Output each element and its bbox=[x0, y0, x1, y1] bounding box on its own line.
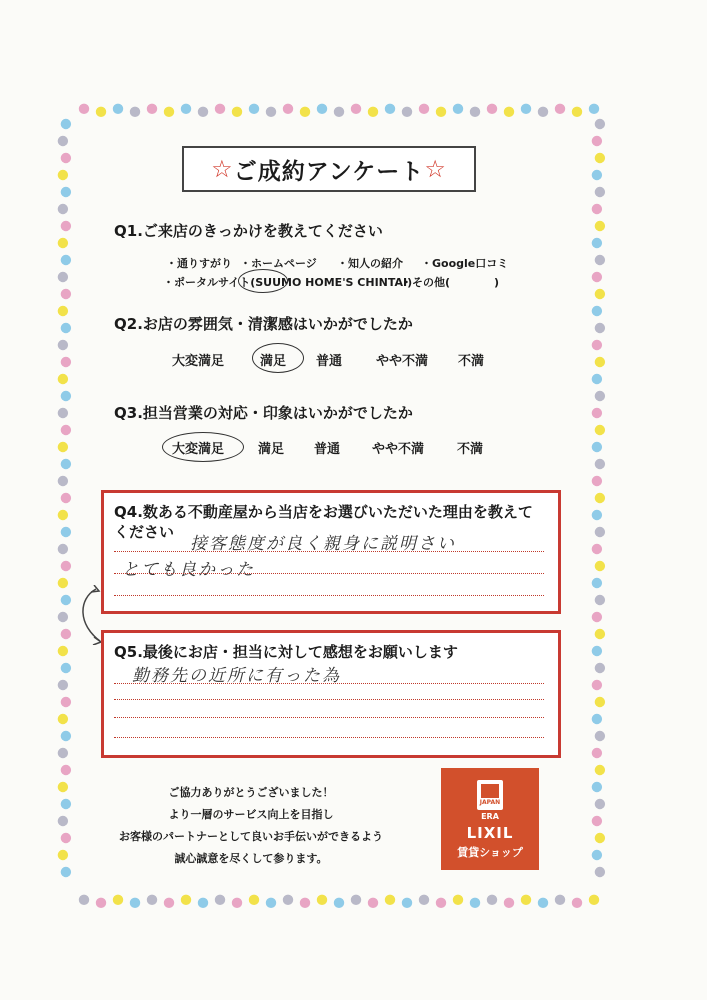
border-dot bbox=[592, 272, 602, 282]
footer-message bbox=[96, 782, 406, 870]
border-dot bbox=[113, 895, 123, 905]
border-dot bbox=[164, 898, 174, 908]
border-dot bbox=[61, 323, 71, 333]
border-dot bbox=[96, 107, 106, 117]
era-emblem-icon: JAPAN bbox=[477, 780, 503, 810]
border-dot bbox=[283, 104, 293, 114]
border-dot bbox=[61, 731, 71, 741]
border-dot bbox=[58, 476, 68, 486]
border-dot bbox=[402, 898, 412, 908]
border-dot bbox=[58, 306, 68, 316]
border-dot bbox=[368, 898, 378, 908]
q4-question-line2: ください bbox=[114, 523, 175, 541]
border-dot bbox=[113, 104, 123, 114]
border-dot bbox=[592, 170, 602, 180]
border-dot bbox=[215, 104, 225, 114]
border-dot bbox=[232, 898, 242, 908]
border-dot bbox=[334, 898, 344, 908]
border-dot bbox=[58, 748, 68, 758]
border-dot bbox=[79, 895, 89, 905]
border-dot bbox=[58, 544, 68, 554]
border-dot bbox=[249, 104, 259, 114]
border-dot bbox=[61, 493, 71, 503]
border-dot bbox=[61, 697, 71, 707]
border-dot bbox=[61, 799, 71, 809]
border-dot bbox=[61, 357, 71, 367]
border-dot bbox=[595, 187, 605, 197]
border-dot bbox=[595, 153, 605, 163]
border-dot bbox=[58, 510, 68, 520]
border-dot bbox=[592, 544, 602, 554]
border-dot bbox=[164, 107, 174, 117]
border-dot bbox=[351, 104, 361, 114]
q3-choice-slightly-unsatisfied[interactable]: やや不満 bbox=[372, 442, 425, 457]
border-dot bbox=[300, 107, 310, 117]
border-dot bbox=[419, 895, 429, 905]
q1-option-referral[interactable]: ・知人の紹介 bbox=[337, 257, 403, 270]
border-dot bbox=[61, 663, 71, 673]
star-left-icon: ☆ bbox=[211, 155, 234, 183]
border-dot bbox=[61, 391, 71, 401]
border-dot bbox=[61, 833, 71, 843]
q5-question: Q5.最後にお店・担当に対して感想をお願いします bbox=[114, 643, 458, 661]
border-dot bbox=[595, 867, 605, 877]
border-dot bbox=[58, 170, 68, 180]
footer-line2: より一層のサービス向上を目指し bbox=[168, 808, 334, 821]
border-dot bbox=[58, 612, 68, 622]
lixil-logo bbox=[441, 768, 539, 870]
border-dot bbox=[266, 107, 276, 117]
border-dot bbox=[592, 408, 602, 418]
border-dot bbox=[592, 850, 602, 860]
border-dot bbox=[595, 221, 605, 231]
border-dot bbox=[147, 895, 157, 905]
q4-box bbox=[101, 490, 561, 614]
q5-line-2 bbox=[114, 699, 544, 700]
border-dot bbox=[595, 391, 605, 401]
border-dot bbox=[521, 895, 531, 905]
border-dot bbox=[300, 898, 310, 908]
border-dot bbox=[592, 646, 602, 656]
border-dot bbox=[595, 731, 605, 741]
q3-circle-mark bbox=[162, 432, 244, 462]
border-dot bbox=[589, 104, 599, 114]
border-dot bbox=[470, 898, 480, 908]
q3-choice-very-satisfied[interactable]: 大変満足 bbox=[172, 442, 225, 457]
border-dot bbox=[595, 289, 605, 299]
border-dot bbox=[61, 153, 71, 163]
q4-line-1 bbox=[114, 551, 544, 552]
border-dot bbox=[61, 629, 71, 639]
q4-answer-line1[interactable]: 接客態度が良く親身に説明さい bbox=[190, 534, 456, 554]
q5-line-4 bbox=[114, 737, 544, 738]
q2-question: Q2.お店の雰囲気・清潔感はいかがでしたか bbox=[114, 315, 413, 333]
q2-choice-slightly-unsatisfied[interactable]: やや不満 bbox=[376, 354, 429, 369]
border-dot bbox=[589, 895, 599, 905]
border-dot bbox=[317, 895, 327, 905]
border-dot bbox=[61, 289, 71, 299]
q2-circle-mark bbox=[252, 343, 304, 373]
q3-choice-unsatisfied[interactable]: 不満 bbox=[457, 442, 484, 457]
q2-choice-neutral[interactable]: 普通 bbox=[316, 354, 343, 369]
border-dot bbox=[521, 104, 531, 114]
q5-box bbox=[101, 630, 561, 758]
q1-suumo-circle bbox=[238, 269, 288, 293]
border-dot bbox=[595, 765, 605, 775]
border-dot bbox=[58, 204, 68, 214]
border-dot bbox=[595, 493, 605, 503]
footer-line1: ご協力ありがとうございました！ bbox=[168, 786, 334, 799]
border-dot bbox=[147, 104, 157, 114]
border-dot bbox=[181, 104, 191, 114]
border-dot bbox=[232, 107, 242, 117]
border-dot bbox=[555, 104, 565, 114]
border-dot bbox=[61, 425, 71, 435]
border-dot bbox=[538, 107, 548, 117]
title-banner bbox=[182, 146, 476, 192]
border-dot bbox=[470, 107, 480, 117]
border-dot bbox=[592, 816, 602, 826]
border-dot bbox=[592, 340, 602, 350]
border-dot bbox=[61, 255, 71, 265]
border-dot bbox=[61, 765, 71, 775]
border-dot bbox=[79, 104, 89, 114]
q3-question: Q3.担当営業の対応・印象はいかがでしたか bbox=[114, 404, 413, 422]
border-dot bbox=[595, 255, 605, 265]
border-dot bbox=[61, 221, 71, 231]
border-dot bbox=[487, 895, 497, 905]
border-dot bbox=[181, 895, 191, 905]
border-dot bbox=[592, 782, 602, 792]
border-dot bbox=[61, 867, 71, 877]
q1-option-other[interactable]: ・その他( ) bbox=[401, 276, 500, 289]
q2-choice-very-satisfied[interactable]: 大変満足 bbox=[172, 354, 225, 369]
border-dot bbox=[58, 714, 68, 724]
border-dot bbox=[595, 799, 605, 809]
border-dot bbox=[595, 425, 605, 435]
border-dot bbox=[58, 442, 68, 452]
q5-line-3 bbox=[114, 717, 544, 718]
border-dot bbox=[504, 107, 514, 117]
q3-choice-satisfied[interactable]: 満足 bbox=[258, 442, 285, 457]
border-dot bbox=[58, 816, 68, 826]
q4-question-line1: Q4.数ある不動産屋から当店をお選びいただいた理由を教えて bbox=[114, 503, 533, 521]
footer-line3: お客様のパートナーとして良いお手伝いができるよう bbox=[119, 830, 383, 843]
logo-brand: LIXIL bbox=[466, 824, 514, 842]
border-dot bbox=[592, 476, 602, 486]
border-dot bbox=[592, 510, 602, 520]
border-dot bbox=[351, 895, 361, 905]
border-dot bbox=[61, 561, 71, 571]
logo-sub: 賃貸ショップ bbox=[457, 846, 523, 859]
border-dot bbox=[249, 895, 259, 905]
border-dot bbox=[487, 104, 497, 114]
border-dot bbox=[595, 663, 605, 673]
border-dot bbox=[592, 442, 602, 452]
border-dot bbox=[58, 646, 68, 656]
border-dot bbox=[283, 895, 293, 905]
q1-option-passing[interactable]: ・通りすがり bbox=[166, 257, 232, 270]
border-dot bbox=[334, 107, 344, 117]
border-dot bbox=[385, 104, 395, 114]
q1-question: Q1.ご来店のきっかけを教えてください bbox=[114, 222, 383, 240]
border-dot bbox=[592, 136, 602, 146]
border-dot bbox=[419, 104, 429, 114]
border-dot bbox=[595, 629, 605, 639]
border-dot bbox=[453, 104, 463, 114]
border-dot bbox=[58, 782, 68, 792]
border-dot bbox=[402, 107, 412, 117]
border-dot bbox=[453, 895, 463, 905]
border-dot bbox=[595, 697, 605, 707]
border-dot bbox=[592, 238, 602, 248]
page-title: ご成約アンケート bbox=[233, 158, 425, 185]
border-dot bbox=[538, 898, 548, 908]
border-dot bbox=[595, 527, 605, 537]
border-dot bbox=[61, 119, 71, 129]
border-dot bbox=[504, 898, 514, 908]
border-dot bbox=[198, 107, 208, 117]
border-dot bbox=[58, 680, 68, 690]
q5-answer-line1[interactable]: 勤務先の近所に有った為 bbox=[132, 666, 341, 686]
q1-option-portal[interactable]: ・ポータルサイト(SUUMO HOME'S CHINTAI) bbox=[163, 276, 413, 289]
border-dot bbox=[592, 578, 602, 588]
border-dot bbox=[368, 107, 378, 117]
border-dot bbox=[555, 895, 565, 905]
q2-choice-unsatisfied[interactable]: 不満 bbox=[458, 354, 485, 369]
border-dot bbox=[595, 833, 605, 843]
q4-line-3 bbox=[114, 595, 544, 596]
border-dot bbox=[215, 895, 225, 905]
q1-option-homepage[interactable]: ・ホームページ bbox=[240, 257, 317, 270]
q5-line-1 bbox=[114, 683, 544, 684]
border-dot bbox=[572, 107, 582, 117]
logo-emblem-text: ERA bbox=[481, 812, 499, 821]
border-dot bbox=[436, 898, 446, 908]
border-dot bbox=[96, 898, 106, 908]
border-dot bbox=[595, 323, 605, 333]
border-dot bbox=[58, 850, 68, 860]
border-dot bbox=[592, 748, 602, 758]
q4-answer-line2[interactable]: とても良かった bbox=[122, 560, 255, 580]
border-dot bbox=[592, 204, 602, 214]
q1-option-google[interactable]: ・Google口コミ bbox=[421, 257, 509, 270]
border-dot bbox=[58, 578, 68, 588]
border-dot bbox=[592, 306, 602, 316]
border-dot bbox=[58, 408, 68, 418]
border-dot bbox=[61, 595, 71, 605]
border-dot bbox=[58, 136, 68, 146]
border-dot bbox=[58, 374, 68, 384]
border-dot bbox=[61, 459, 71, 469]
q4-line-2 bbox=[114, 573, 544, 574]
border-dot bbox=[61, 187, 71, 197]
border-dot bbox=[595, 595, 605, 605]
border-dot bbox=[58, 272, 68, 282]
q3-choice-neutral[interactable]: 普通 bbox=[314, 442, 341, 457]
star-right-icon: ☆ bbox=[424, 155, 447, 183]
border-dot bbox=[572, 898, 582, 908]
border-dot bbox=[592, 680, 602, 690]
q2-choice-satisfied[interactable]: 満足 bbox=[260, 354, 287, 369]
footer-line4: 誠心誠意を尽くして参ります。 bbox=[174, 852, 328, 865]
border-dot bbox=[198, 898, 208, 908]
border-dot bbox=[130, 107, 140, 117]
border-dot bbox=[266, 898, 276, 908]
border-dot bbox=[58, 340, 68, 350]
border-dot bbox=[61, 527, 71, 537]
border-dot bbox=[595, 561, 605, 571]
border-dot bbox=[58, 238, 68, 248]
border-dot bbox=[595, 357, 605, 367]
border-dot bbox=[130, 898, 140, 908]
border-dot bbox=[592, 714, 602, 724]
border-dot bbox=[592, 374, 602, 384]
border-dot bbox=[317, 104, 327, 114]
border-dot bbox=[385, 895, 395, 905]
border-dot bbox=[436, 107, 446, 117]
border-dot bbox=[595, 459, 605, 469]
border-dot bbox=[592, 612, 602, 622]
border-dot bbox=[595, 119, 605, 129]
